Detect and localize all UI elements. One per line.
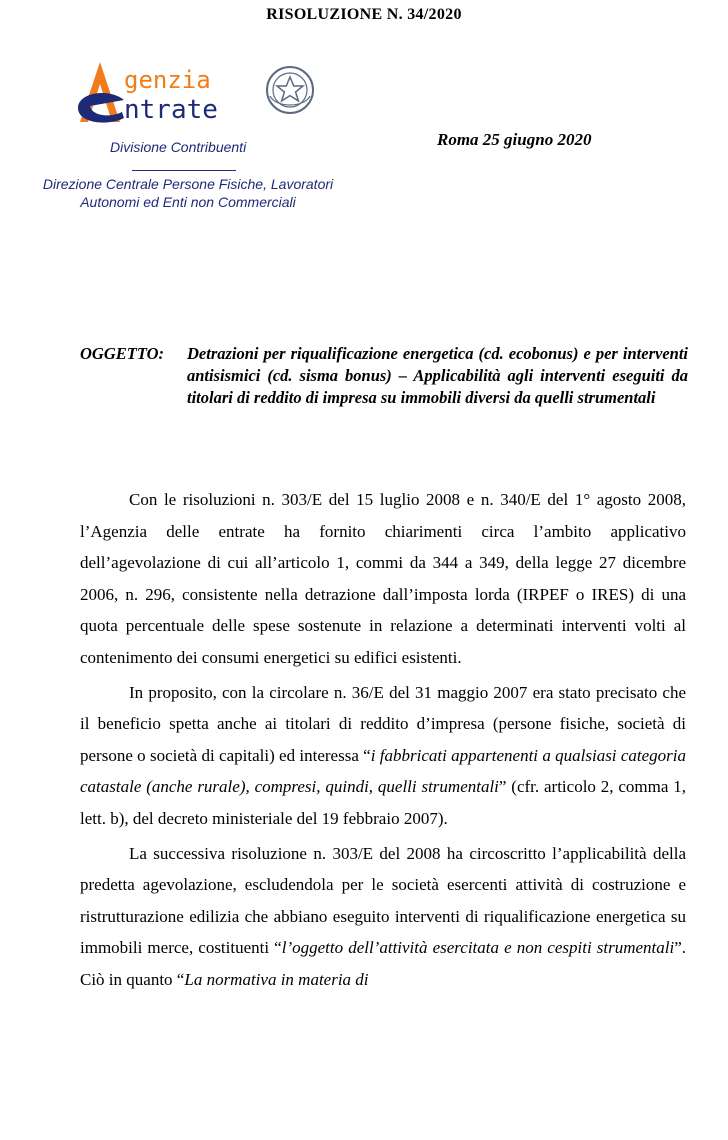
paragraph-2 [80,677,686,835]
paragraph-1: Con le risoluzioni n. 303/E del 15 luglio 2008 e n. 340/E del 1° agosto 2008, l’Agenzia delle entrate ha fornito chiarimenti circa l’ambito applicativo dell’agevolazione di cui all’articolo 1, commi da 344 a 349, della legge 27 dicembre 2006, n. 296, consistente nella detrazione dall’imposta lorda (IRPEF o IRES) di una quota percentuale delle spese sostenute in relazione a determinati interventi volti al contenimento dei consumi energetici su edifici esistenti. [80,490,686,667]
paragraph-2-text-c: ” (cfr. articolo 2, comma 1, lett. b), del decreto ministeriale del 19 febbraio 2007). [80,777,686,828]
paragraph-3 [80,838,686,996]
paragraph-3-quote: l’oggetto dell’attività esercitata e non cespiti strumentali [281,938,675,958]
division-name: Divisione Contribuenti [110,139,247,155]
paragraph-3-quote-2: La normativa in materia di [184,969,369,989]
document-body [80,484,686,999]
subject-block [80,343,688,409]
direction-line-1: Direzione Centrale Persone Fisiche, Lavoratori [42,176,334,192]
direction-name [28,175,348,211]
svg-text:genzia: genzia [124,66,211,94]
direction-line-2: Autonomi ed Enti non Commerciali [80,194,296,210]
paragraph-3-text-c: ”. Ciò in quanto “ [80,938,686,989]
document-date: Roma 25 giugno 2020 [437,130,592,149]
agenzia-entrate-logo [70,60,320,130]
svg-text:ntrate: ntrate [124,95,218,125]
paragraph-3-text-a: La successiva risoluzione n. 303/E del 2008 ha circoscritto l’applicabilità della predetta agevolazione, escludendola per le società esercenti attività di costruzione e ristrutturazione edilizia che abbiano eseguito interventi di riqualificazione energetica su immobili merce, costituenti “ [80,843,686,958]
subject-text: Detrazioni per riqualificazione energetica (cd. ecobonus) e per interventi antisismici (cd. sisma bonus) – Applicabilità agli interventi eseguiti da titolari di reddito di impresa su immobili diversi da quelli strumentali [187,344,688,407]
document-title: RISOLUZIONE N. 34/2020 [266,6,462,23]
paragraph-2-quote: i fabbricati appartenenti a qualsiasi categoria catastale (anche rurale), compresi, quindi, quelli strumentali [80,745,686,797]
paragraph-2-text-a: In proposito, con la circolare n. 36/E del 31 maggio 2007 era stato precisato che il beneficio spetta anche ai titolari di reddito d’impresa (persone fisiche, società di persone o società di capitali) ed interessa “ [80,682,686,765]
division-divider [132,170,236,171]
subject-label: OGGETTO: [80,344,165,363]
